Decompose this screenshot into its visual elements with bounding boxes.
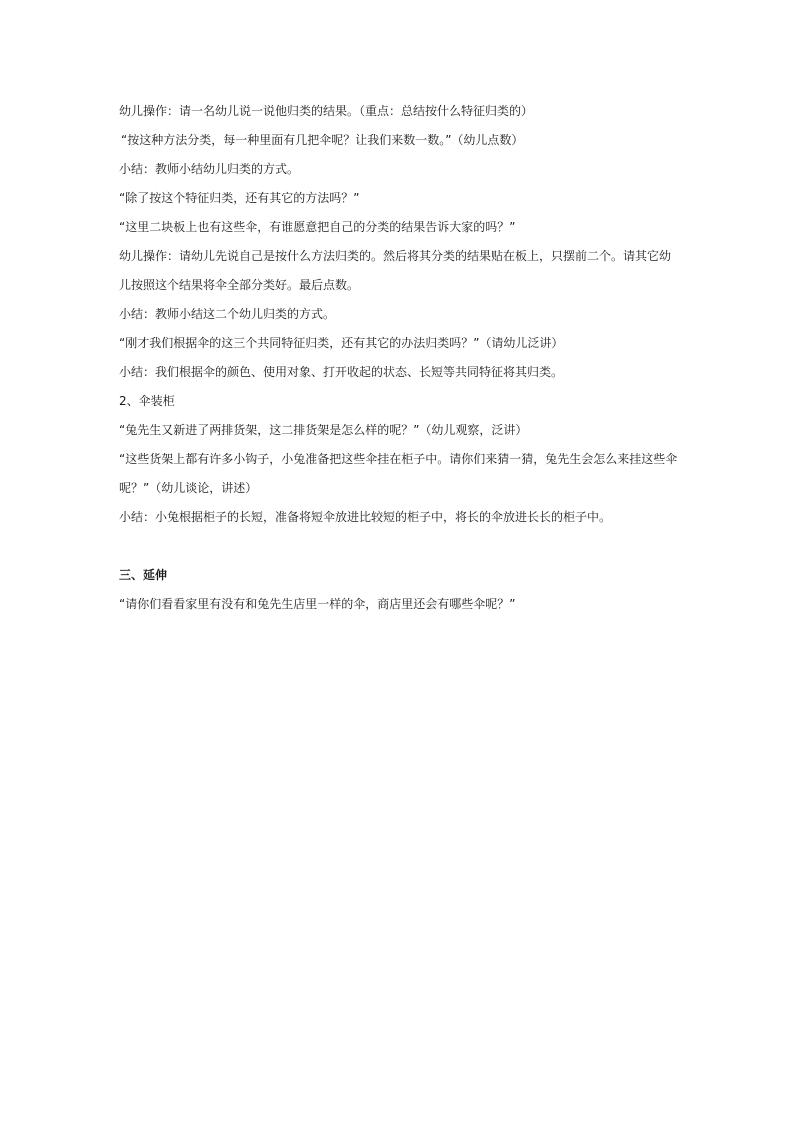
- paragraph-quote-other-method: “除了按这个特征归类，还有其它的方法吗？”: [119, 191, 360, 205]
- paragraph-summary-3: 小结：我们根据伞的颜色、使用对象、打开收起的状态、长短等共同特征将其归类。: [119, 365, 564, 379]
- paragraph-quote-three-features: “刚才我们根据伞的这三个共同特征归类，还有其它的办法归类吗？”（请幼儿泛讲）: [119, 336, 564, 350]
- paragraph-quote-count: “按这种方法分类，每一种里面有几把伞呢？让我们来数一数。”（幼儿点数）: [121, 133, 524, 147]
- section-heading-umbrella-cabinet: 2、伞装柜: [119, 394, 175, 408]
- paragraph-summary-2: 小结：教师小结这二个幼儿归类的方式。: [119, 307, 336, 321]
- paragraph-summary-4: 小结：小兔根据柜子的长短，准备将短伞放进比较短的柜子中，将长的伞放进长长的柜子中。: [119, 510, 612, 524]
- section-heading-extension: 三、延伸: [119, 568, 168, 582]
- paragraph-operation-1: 幼儿操作：请一名幼儿说一说他归类的结果。（重点：总结按什么特征归类的）: [119, 104, 534, 118]
- paragraph-operation-2-line-2: 儿按照这个结果将伞全部分类好。最后点数。: [119, 278, 360, 292]
- paragraph-summary-1: 小结：教师小结幼儿归类的方式。: [119, 162, 300, 176]
- paragraph-quote-shelves: “兔先生又新进了两排货架，这二排货架是怎么样的呢？”（幼儿观察，泛讲）: [119, 423, 528, 437]
- paragraph-quote-hooks-line-1: “这些货架上都有许多小钩子，小兔准备把这些伞挂在柜子中。请你们来猜一猜，兔先生会怎么来挂这些伞: [119, 452, 678, 466]
- paragraph-quote-hooks-line-2: 呢？”（幼儿谈论，讲述）: [119, 481, 258, 495]
- paragraph-quote-boards: “这里二块板上也有这些伞，有谁愿意把自己的分类的结果告诉大家的吗？”: [119, 220, 516, 234]
- paragraph-operation-2-line-1: 幼儿操作：请幼儿先说自己是按什么方法归类的。然后将其分类的结果贴在板上，只摆前二个。请其它幼: [119, 249, 672, 263]
- paragraph-quote-home-umbrellas: “请你们看看家里有没有和兔先生店里一样的伞，商店里还会有哪些伞呢？”: [119, 597, 516, 611]
